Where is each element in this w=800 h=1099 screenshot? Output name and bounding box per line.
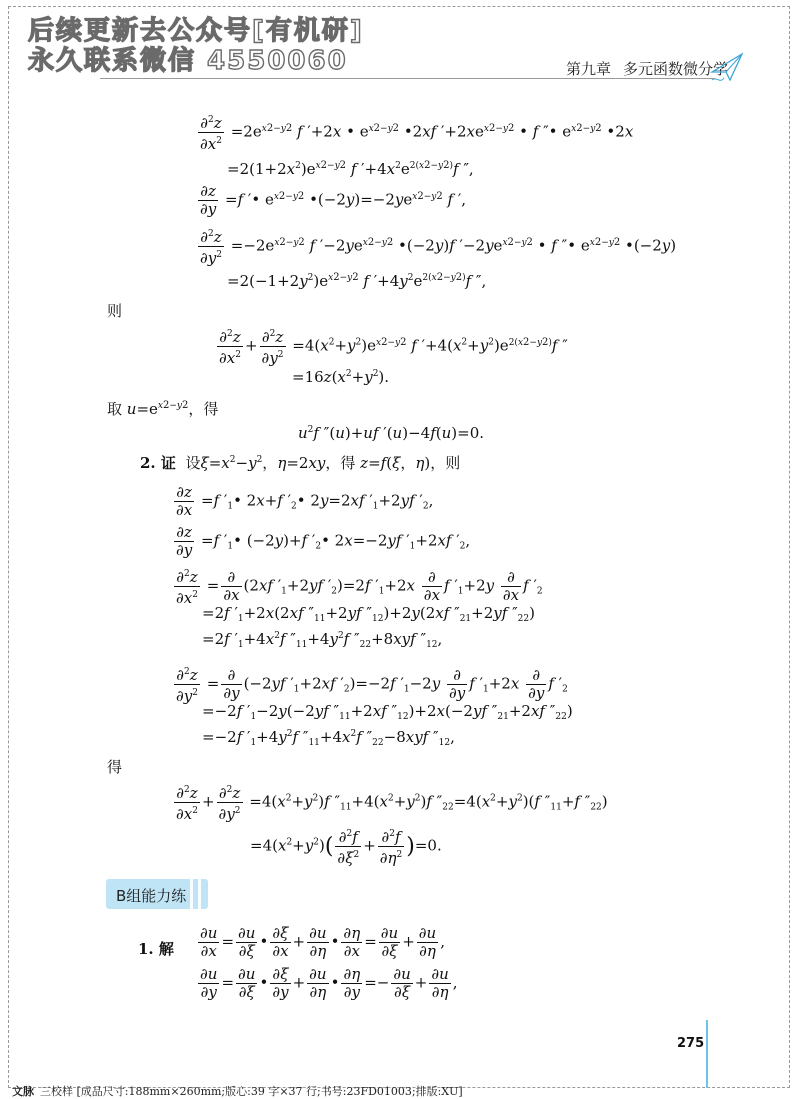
formula-d2z-dy2-2: $\frac{\partial^2z}{\partial y^2}$ = $\frac{\partial}{\partial y}$ (−2yf $'_1+2xf$ $'_2)=-2f$ $'_1-2y$ $\frac{\partial}{\partial y}$ f $'_1+2x$ $\frac{\partial}{\partial y}$ f $'_2$ (176, 666, 568, 705)
formula-laplacian-2: $\frac{\partial^2z}{\partial x^2}$ + $\frac{\partial^2z}{\partial y^2}$ $=4(x^2+y^2)f$ $''_{11}+4(x^2+y^2)f$ $''_{22}=4(x^2+y^2)(f$ $''_{11}+f$ $''_{22}$) (176, 784, 608, 823)
page-number-rule (706, 1020, 708, 1088)
formula-du-dx: $\frac{\partial u}{\partial x}$ = $\frac{\partial u}{\partial\xi}$ • $\frac{\partial\xi}{\partial x}$ + $\frac{\partial u}{\partial\eta}$ • $\frac{\partial\eta}{\partial x}$ = $\frac{\partial u}{\partial\xi}$ + $\frac{\partial u}{\partial\eta}$ , (200, 924, 445, 960)
text-de: 得 (107, 758, 123, 776)
watermark-line-2: 永久联系微信 4550060 (28, 46, 348, 76)
formula-laplacian-result: $=16z(x^2+y^2)$. (292, 368, 390, 386)
formula-d2z-dy2: $\frac{\partial^2z}{\partial y^2}$ $=-2e^{x2-y2}$ f $'-2ye^{x2-y2}$ •(−2y)f $'-2ye^{x2-y2}$ • f ″• $e^{x2-y2}$ •(−2y) (200, 228, 677, 267)
formula-d2z-dx2-2-line3: =2f $'_1+4x^2f$ $''_{11}+4y^2f$ $''_{22}+8xyf$ $''_{12}$, (202, 630, 443, 650)
formula-d2z-dy2-simplified: $=2(-1+2y^2)e^{x2-y2}$ f $'+4y^2e^{2(x2-y2)}f$ ″, (227, 272, 487, 290)
formula-dz-dx-2: $\frac{\partial z}{\partial x}$ =f $'_1•$ 2x+f $'_2•$ 2y=2xf $'_1+2yf$ $'_2$, (176, 483, 434, 519)
formula-dz-dy: $\frac{\partial z}{\partial y}$ =f ′• $e^{x2-y2}$ $•(-2y)=-2ye^{x2-y2}$ f ′, (200, 182, 467, 218)
formula-du-dy: $\frac{\partial u}{\partial y}$ = $\frac{\partial u}{\partial\xi}$ • $\frac{\partial\xi}{\partial y}$ + $\frac{\partial u}{\partial\eta}$ • $\frac{\partial\eta}{\partial y}$ =− $\frac{\partial u}{\partial\xi}$ + $\frac{\partial u}{\partial\eta}$ , (200, 965, 458, 1001)
banner-stripe (190, 879, 193, 909)
footer-info: 三校样 [成品尺寸:188mm×260mm;版心:39 字×37 行;书号:23FD01003;排版:XU] (40, 1085, 463, 1098)
formula-d2z-dx2-2: $\frac{\partial^2z}{\partial x^2}$ = $\frac{\partial}{\partial x}$ (2xf $'_1+2yf$ $'_2)=2f$ $'_1+2x$ $\frac{\partial}{\partial x}$ f $'_1+2y$ $\frac{\partial}{\partial x}$ f $'_2$ (176, 568, 543, 607)
header-rule (100, 78, 715, 79)
formula-dz-dy-2: $\frac{\partial z}{\partial y}$ =f $'_1•$ (−2y)+f $'_2•$ 2x=−2yf $'_1+2xf$ $'_2$, (176, 523, 471, 559)
watermark-line-1: 后续更新去公众号[有机研] (28, 16, 364, 46)
problem-2-line: 2. 证 设$\xi=x^2-y^2$，η=2xy，得 z=f(ξ，η)，则 (140, 454, 461, 472)
chapter-header (566, 58, 728, 79)
formula-laplacian-sum: $\frac{\partial^2z}{\partial x^2}$ + $\frac{\partial^2z}{\partial y^2}$ $=4(x^2+y^2)e^{x2-y2}$ f $'+4(x^2+y^2)e^{2(x2-y2)}f$ ″ (219, 328, 568, 367)
formula-laplacian-2-result: $=4(x^2+y^2)$( $\frac{\partial^2f}{\partial\xi^2}$ + $\frac{\partial^2f}{\partial\eta^2}$ )=0. (250, 828, 442, 867)
formula-d2z-dx2-2-line2: =2f $'_1+2x(2xf$ $''_{11}+2yf$ $''_{12})+2y(2xf$ $''_{21}+2yf$ $''_{22}$) (202, 604, 535, 624)
b-problem-1-label: 1. 解 (138, 940, 174, 958)
text-take-u: 取 $u=e^{x2-y2}$，得 (107, 400, 219, 418)
chapter-number: 第九章 (566, 60, 612, 78)
footer-brand: 文脉 (12, 1085, 34, 1098)
formula-ode: $u^2f$ ″(u)+uf ′(u)−4f(u)=0. (298, 424, 485, 442)
paper-plane-icon (710, 50, 744, 86)
formula-d2z-dx2-simplified: $=2(1+2x^2)e^{x2-y2}$ f $'+4x^2e^{2(x2-y2)}f$ ″, (227, 160, 474, 178)
text-ze-1: 则 (107, 302, 123, 320)
page-number: 275 (677, 1036, 705, 1051)
section-b-label: B组能力练 (116, 887, 187, 905)
section-b-banner (106, 879, 208, 909)
footer-line (12, 1083, 463, 1099)
problem-2-label: 2. 证 (140, 454, 176, 472)
formula-d2z-dx2: $\frac{\partial^2z}{\partial x^2}$ $=2e^{x2-y2}$ f ′+2x • $e^{x2-y2}$ •2xf $'+2xe^{x2-y2}$ • f ″• $e^{x2-y2}$ •2x (200, 114, 634, 153)
formula-d2z-dy2-2-line2: =−2f $'_1-2y(-2yf$ $''_{11}+2xf$ $''_{12})+2x(-2yf$ $''_{21}+2xf$ $''_{22}$) (202, 702, 573, 722)
banner-stripe (198, 879, 201, 909)
formula-d2z-dy2-2-line3: =−2f $'_1+4y^2f$ $''_{11}+4x^2f$ $''_{22}-8xyf$ $''_{12}$, (202, 728, 455, 748)
chapter-title: 多元函数微分学 (623, 60, 729, 78)
